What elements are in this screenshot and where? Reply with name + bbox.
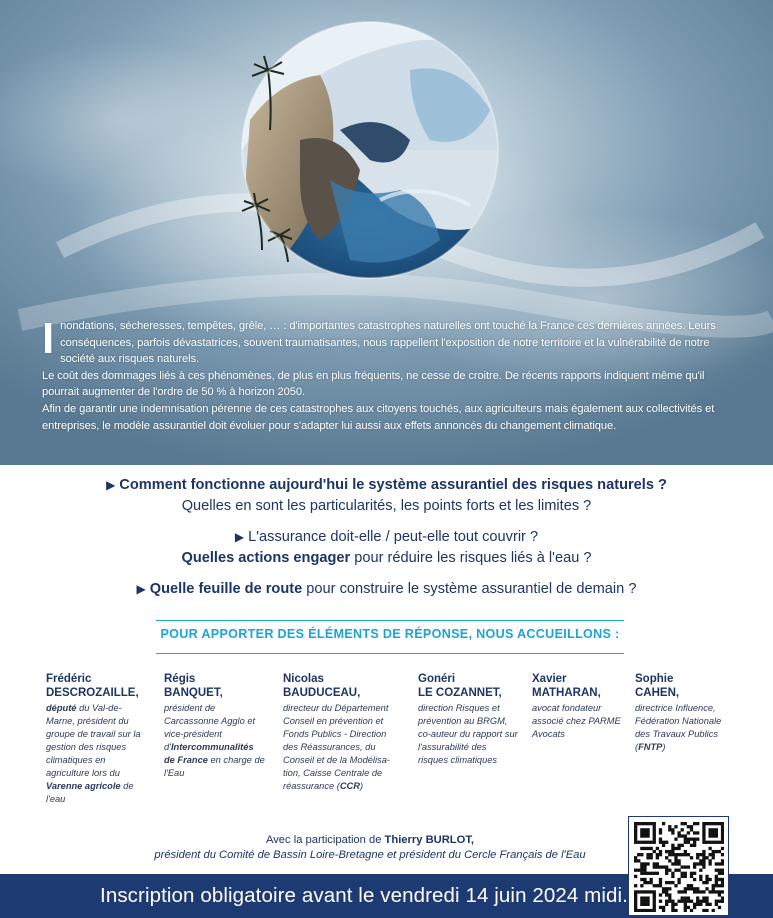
speaker-first-name: Nicolas [283, 673, 324, 685]
question-1 [0, 475, 773, 517]
speaker-role: député du Val-de-Marne, président du groupe de travail sur la gestion des risques climatiques en agriculture lors du Varenne agricole de l'eau [46, 703, 141, 804]
speaker-role: directrice Influence, Fédération Nationale des Travaux Publics (FNTP) [635, 703, 722, 752]
speaker-banquet [164, 672, 266, 780]
play-arrow-icon: ▶ [234, 530, 245, 544]
speaker-first-name: Régis [164, 673, 196, 685]
participation-name: Thierry BURLOT, [384, 834, 475, 846]
play-arrow-icon: ▶ [106, 478, 116, 492]
intro-dropcap: I [42, 314, 55, 363]
speaker-last-name: LE COZANNET, [418, 687, 502, 699]
registration-deadline: Inscription obligatoire avant le vendredi 14 juin 2024 midi. [100, 884, 628, 907]
question-1-title: Comment fonctionne aujourd'hui le système assurantiel des risques naturels ? [119, 477, 667, 493]
question-2-emphasis: Quelles actions engager [181, 550, 351, 566]
speaker-last-name: MATHARAN, [532, 687, 601, 699]
key-questions [0, 475, 773, 610]
speaker-role: président de Carcassonne Agglo et vice-président d'Intercommunalités de France en charge de l'Eau [164, 703, 265, 778]
speaker-last-name: BAUDUCEAU, [283, 687, 361, 699]
speaker-role: avocat fondateur associé chez PARME Avocats [532, 703, 621, 739]
speaker-first-name: Sophie [635, 673, 674, 685]
question-2-rest: pour réduire les risques liés à l'eau ? [350, 550, 592, 566]
divider-top [156, 620, 624, 621]
qr-code-icon [634, 822, 724, 912]
intro-paragraph-3: Afin de garantir une indemnisation pérenne de ces catastrophes aux citoyens touchés, aux agriculteurs mais également aux collectivités et entreprises, le modèle assurantiel doit évoluer pour s'adapter lui aussi aux effets annoncés du changement climatique. [42, 402, 715, 432]
speaker-last-name: DESCROZAILLE, [46, 687, 139, 699]
qr-code[interactable] [628, 816, 729, 916]
speaker-cahen [635, 672, 735, 754]
speaker-first-name: Frédéric [46, 673, 92, 685]
speaker-role: directeur du Département Conseil en prévention et Fonds Publics - Direction des Réassurances, du Conseil et de la Modélisa-tion, Caisse Centrale de réassurance (CCR) [283, 703, 390, 791]
speaker-first-name: Xavier [532, 673, 567, 685]
speaker-matharan [532, 672, 624, 741]
intro-paragraph-2: Le coût des dommages liés à ces phénomènes, de plus en plus fréquents, ne cesse de croitre. De récents rapports indiquent même qu'il pourrait augmenter de l'ordre de 50 % à horizon 2050. [42, 369, 705, 399]
intro-paragraph-1: nondations, sécheresses, tempêtes, grêle, … : d'importantes catastrophes naturelles ont touché la France ces dernières années. Leurs conséquences, parfois dévastatrices, souvent traumatisantes, nous rappellent l'exposition de notre territoire et la vulnérabilité de notre société aux risques naturels. [60, 320, 716, 366]
question-2 [0, 527, 773, 569]
divider-bottom [156, 653, 624, 654]
speaker-le-cozannet [418, 672, 518, 767]
speaker-last-name: CAHEN, [635, 687, 680, 699]
play-arrow-icon: ▶ [136, 582, 146, 596]
participation-title: président du Comité de Bassin Loire-Bretagne et président du Cercle Français de l'Eau [154, 849, 586, 861]
question-2-line-1: L'assurance doit-elle / peut-elle tout couvrir ? [248, 529, 539, 545]
speakers-heading: POUR APPORTER DES ÉLÉMENTS DE RÉPONSE, NOUS ACCUEILLONS : [160, 627, 620, 641]
speaker-descrozaille [46, 672, 146, 806]
speaker-bauduceau [283, 672, 401, 793]
guest-participation [120, 833, 620, 863]
intro-text [42, 314, 732, 434]
question-3-rest: pour construire le système assurantiel de demain ? [302, 581, 637, 597]
question-3 [0, 579, 773, 600]
speaker-role: direction Risques et prévention au BRGM, co-auteur du rapport sur l'assurabilité des risques climatiques [418, 703, 518, 765]
question-3-emphasis: Quelle feuille de route [149, 581, 303, 597]
question-1-subtitle: Quelles en sont les particularités, les points forts et les limites ? [181, 498, 592, 514]
speaker-last-name: BANQUET, [164, 687, 223, 699]
speaker-first-name: Gonéri [418, 673, 456, 685]
participation-prefix: Avec la participation de [265, 834, 385, 846]
